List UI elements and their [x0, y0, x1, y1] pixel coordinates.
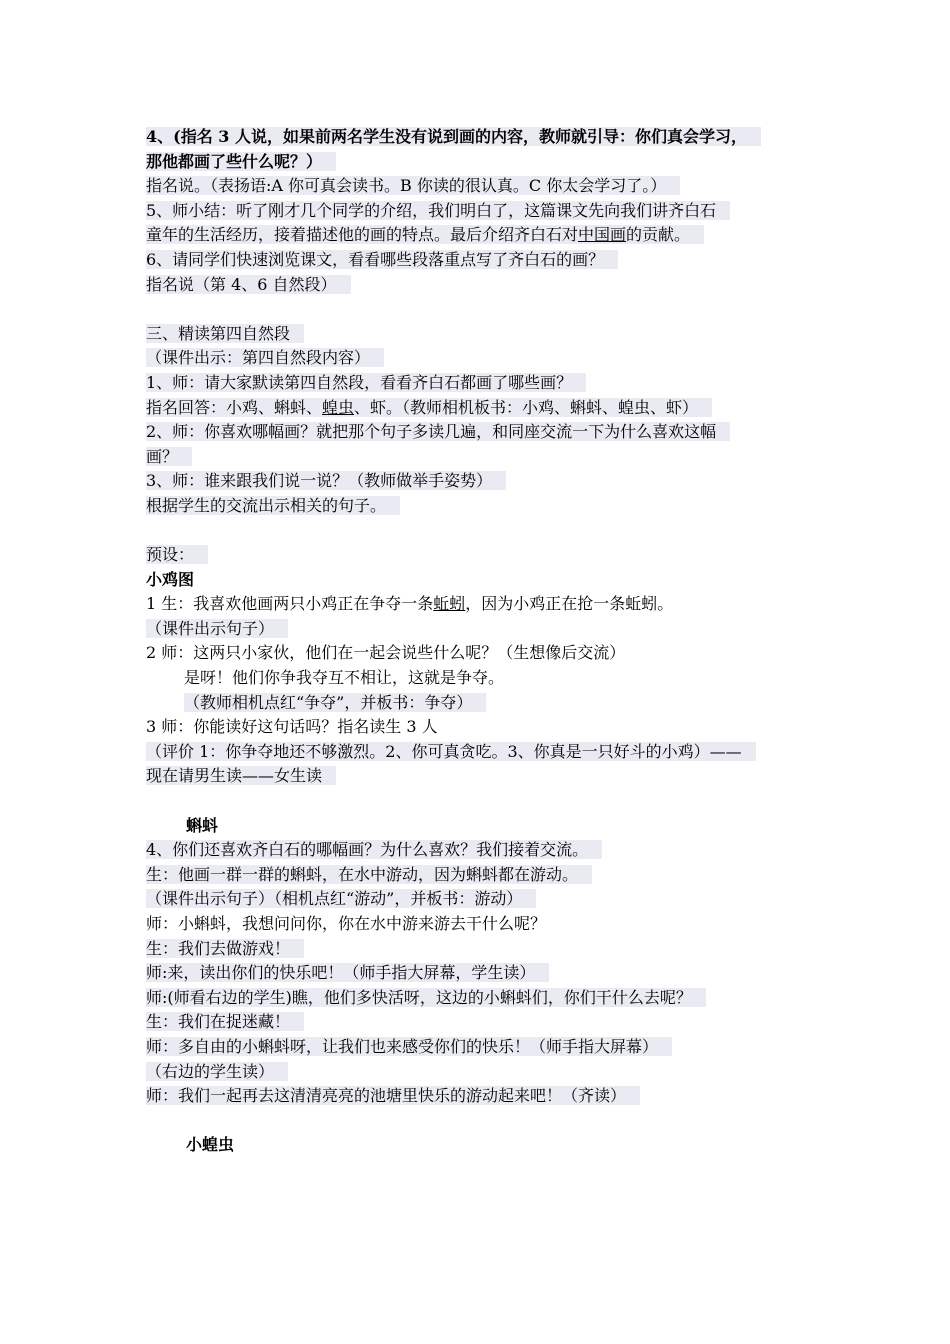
paragraph-line: [146, 764, 826, 789]
paragraph-line: [146, 396, 826, 421]
paragraph-line: [146, 691, 826, 716]
text-line: 3 师：你能读好这句话吗？指名读生 3 人: [146, 717, 438, 737]
paragraph-line: [146, 346, 826, 371]
paragraph-line: [146, 592, 826, 617]
text-line: 4、(指名 3 人说，如果前两名学生没有说到画的内容，教师就引导：你们真会学习，: [146, 127, 761, 146]
text-line: 师：我们一起再去这清清亮亮的池塘里快乐的游动起来吧！（齐读）: [146, 1086, 640, 1105]
paragraph-line: [146, 887, 826, 912]
paragraph-line: [146, 445, 826, 470]
section-heading: [146, 322, 826, 347]
paragraph-line: [146, 248, 826, 273]
underlined-term: 中国画: [578, 225, 627, 245]
underlined-term: 蝗虫: [322, 397, 355, 417]
paragraph-line: [146, 371, 826, 396]
paragraph-line: [146, 961, 826, 986]
paragraph-line: [146, 273, 826, 298]
blank-line: [146, 519, 826, 544]
text-line: 现在请男生读——女生读: [146, 766, 336, 785]
text-line: 师:(师看右边的学生)瞧，他们多快活呀，这边的小蝌蚪们，你们干什么去呢？: [146, 988, 706, 1007]
text-line: 预设：: [146, 545, 208, 564]
paragraph-line: [146, 740, 826, 765]
text-line: 三、精读第四自然段: [146, 324, 304, 343]
text-line: 根据学生的交流出示相关的句子。: [146, 496, 400, 515]
text-line: （教师相机点红“争夺”，并板书：争夺）: [184, 693, 486, 712]
paragraph-line: [146, 494, 826, 519]
text-line: 1 生：我喜欢他画两只小鸡正在争夺一条蚯蚓，因为小鸡正在抢一条蚯蚓。: [146, 594, 674, 614]
paragraph-line: [146, 223, 826, 248]
blank-line: [146, 789, 826, 814]
paragraph-line: [146, 641, 826, 666]
paragraph-line: [146, 986, 826, 1011]
subheading-kedou: 蝌蚪: [186, 815, 219, 835]
document-body: [146, 125, 826, 1158]
blank-line: [146, 1109, 826, 1134]
text-line: 指名说。（表扬语:A 你可真会读书。B 你读的很认真。C 你太会学习了。）: [146, 176, 680, 195]
text-line: （课件出示句子）: [146, 619, 288, 638]
paragraph-line: [146, 469, 826, 494]
underlined-term: 蚯蚓: [433, 594, 466, 614]
text-line: （右边的学生读）: [146, 1062, 288, 1081]
text-line: 5、师小结：听了刚才几个同学的介绍，我们明白了，这篇课文先向我们讲齐白石: [146, 201, 730, 220]
paragraph-line: [146, 863, 826, 888]
text-line: 4、你们还喜欢齐白石的哪幅画？为什么喜欢？我们接着交流。: [146, 840, 602, 859]
text-line: 指名说（第 4、6 自然段）: [146, 275, 351, 294]
paragraph-line: [146, 1060, 826, 1085]
text-line: 画？: [146, 447, 192, 466]
paragraph-line: [146, 420, 826, 445]
text-line: （评价 1：你争夺地还不够激烈。2、你可真贪吃。3、你真是一只好斗的小鸡）——: [146, 742, 756, 761]
paragraph-line: [146, 937, 826, 962]
paragraph-line: [146, 125, 826, 150]
text-line: 那他都画了些什么呢？）: [146, 152, 336, 171]
paragraph-line: [146, 543, 826, 568]
paragraph-line: [146, 1035, 826, 1060]
paragraph-line: [146, 715, 826, 740]
text-line: （课件出示句子）（相机点红“游动”，并板书：游动）: [146, 889, 536, 908]
text-line: 指名回答：小鸡、蝌蚪、蝗虫、虾。（教师相机板书：小鸡、蝌蚪、蝗虫、虾）: [146, 398, 712, 417]
text-line: （课件出示：第四自然段内容）: [146, 348, 384, 367]
text-line: 师：多自由的小蝌蚪呀，让我们也来感受你们的快乐！（师手指大屏幕）: [146, 1037, 672, 1056]
subheading-xiaohuangchong: 小蝗虫: [186, 1135, 235, 1155]
blank-line: [146, 297, 826, 322]
text-line: 6、请同学们快速浏览课文，看看哪些段落重点写了齐白石的画？: [146, 250, 618, 269]
text-line: 2、师：你喜欢哪幅画？就把那个句子多读几遍，和同座交流一下为什么喜欢这幅: [146, 422, 730, 441]
subheading-xiaoji: 小鸡图: [146, 569, 195, 589]
text-line: 师:来，读出你们的快乐吧！（师手指大屏幕，学生读）: [146, 963, 549, 982]
paragraph-line: [146, 666, 826, 691]
text-line: 生：我们在捉迷藏！: [146, 1012, 304, 1031]
paragraph-line: [146, 1084, 826, 1109]
paragraph-line: [146, 617, 826, 642]
text-line: 师：小蝌蚪，我想问问你，你在水中游来游去干什么呢？: [146, 914, 547, 933]
paragraph-line: [146, 174, 826, 199]
paragraph-line: [146, 838, 826, 863]
paragraph-line: [146, 199, 826, 224]
paragraph-line: [146, 150, 826, 175]
text-line: 童年的生活经历，接着描述他的画的特点。最后介绍齐白石对中国画的贡献。: [146, 225, 704, 244]
text-line: 生：我们去做游戏！: [146, 939, 304, 958]
text-line: 2 师：这两只小家伙，他们在一起会说些什么呢？（生想像后交流）: [146, 643, 626, 663]
text-line: 是呀！他们你争我夺互不相让，这就是争夺。: [184, 668, 505, 688]
text-line: 生：他画一群一群的蝌蚪，在水中游动，因为蝌蚪都在游动。: [146, 865, 592, 884]
paragraph-line: [146, 1010, 826, 1035]
text-line: 1、师：请大家默读第四自然段，看看齐白石都画了哪些画？: [146, 373, 586, 392]
text-line: 3、师：谁来跟我们说一说？（教师做举手姿势）: [146, 471, 506, 490]
paragraph-line: [146, 912, 826, 937]
